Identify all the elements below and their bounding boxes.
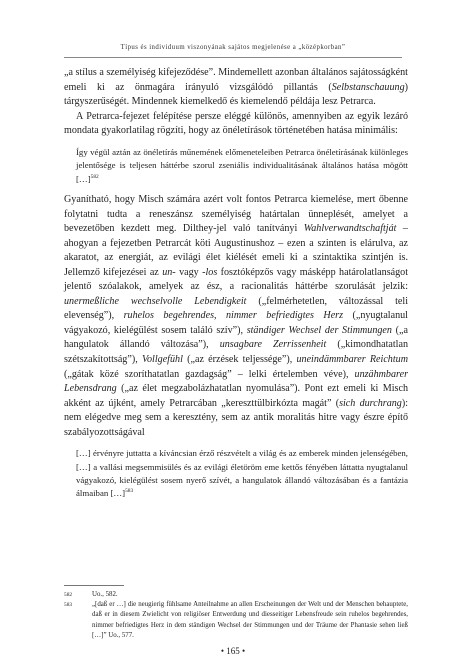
- text-run: fosztóképzős vagy másképp határolatlanságot jelentő szóalakok, amelyek az ész, a racionalitás háttérbe szorulását jelzik:: [64, 266, 409, 293]
- text-run: („nyugtalanul vágyakozó, kielégülést sosem találó szív”),: [64, 310, 408, 336]
- footnote: [64, 600, 408, 641]
- text-run: […] érvényre juttatta a kíváncsian érző részvételt a világ és az emberek minden jelenségében, […] a vallási megsemmisülés és az evilági életöröm eme kettős fényében láttatta nyugtalanul vágyakozó, kielégülést sosem nyerő szívét, a hangulatok állandó változásában és a fantázia álmaiban […]: [76, 448, 408, 499]
- page-number: • 165 •: [220, 646, 246, 656]
- italic-term: -los: [202, 266, 218, 278]
- text-run: („gátak közé szoríthatatlan gazdagság” – lelki értelemben véve),: [64, 368, 355, 380]
- body-paragraph: [64, 193, 408, 440]
- footnote: [64, 590, 408, 600]
- footnote-number: 583: [64, 602, 73, 609]
- italic-term: ruhelos begehrendes, nimmer befriedigtes Herz: [123, 310, 344, 322]
- footnote-text: „[daß er …] die neugierig fühlsame Anteilnahme an allen Erscheinungen der Welt und der Menschen behauptete, daß er in diesem Zwielicht von religiöser Entwerdung und diesseitiger Lebensfreude sein ruhelos begehrendes, nimmer befriedigtes Herz in dem ständigen Wechsel der Stimmungen und der Träume der Phantasie sehen ließ […]” Uo., 577.: [92, 601, 408, 639]
- text-run: ) tárgyszerűségét. Mindennek kiemelkedő és kiemelendő példája lesz Petrarca.: [64, 81, 408, 108]
- italic-term: un-: [162, 266, 176, 278]
- text-run: Így végül aztán az önéletírás műnemének előmeneteleiben Petrarca önéletírásának különleges jelentősége is teljesen háttérbe szorul zseniális individualitásának általános hatása mögött […]: [76, 146, 408, 184]
- footnote-number: 582: [64, 592, 73, 598]
- text-run: ): nem elégedve meg sem a keresztény, sem az antik moralitás hitre vagy észre építő szabályozottságával: [64, 397, 409, 438]
- text-run: A Petrarca-fejezet felépítése persze eléggé különös, amennyiben az egyik lezáró mondata gyakorlatilag rögzíti, hogy az önéletírások történetében hatása minimális:: [64, 110, 408, 137]
- main-text: [64, 66, 408, 508]
- footnotes: [64, 590, 408, 641]
- text-run: („a hangulatok állandó változása”),: [64, 324, 408, 351]
- footnote-ref: 583: [125, 488, 134, 495]
- text-run: „a stílus a személyiség kifejeződése”. Mindemellett azonban általános sajátosságként emeli ki az önmagára irányuló vizsgálódó pillantás (: [64, 67, 408, 93]
- text-run: – ahogyan a fejezetben Petrarcát köti Augustinushoz – ezen a szinten is elárulva, az akaratot, az energiát, az evilági élet kiélését emeli ki a szintaktika szintjén is. Jellemző kifejezései az: [64, 223, 408, 278]
- text-run: („az élet megzabolázhatatlan nyomulása”). Pont ezt emeli ki Misch akként az újként, amely Petrarcában „kereszttülbirkózta magát” (: [64, 383, 408, 409]
- block-quote: [76, 146, 408, 186]
- italic-term: unermeßliche wechselvolle Lebendigkeit: [64, 295, 247, 307]
- text-run: („kimondhatatlan szétszakítottság”),: [64, 339, 409, 365]
- body-paragraph: [64, 66, 408, 110]
- body-paragraph: [64, 110, 408, 139]
- text-run: („felmérhetetlen, változással teli elevenség”),: [64, 295, 408, 322]
- italic-term: Vollgefühl: [141, 353, 183, 365]
- italic-term: sich durchrang: [339, 397, 402, 409]
- footnote-text: Uo., 582.: [92, 591, 118, 598]
- footnote-ref: 582: [90, 173, 99, 180]
- text-run: vagy: [175, 266, 203, 278]
- italic-term: ständiger Wechsel der Stimmungen: [246, 324, 392, 336]
- italic-term: unsagbare Zerrissenheit: [219, 339, 327, 351]
- text-run: Gyanítható, hogy Misch számára azért volt fontos Petrarca kiemelése, mert őbenne folytatni tudta a reneszánsz személyiség határtalan ünneplését, amelyet a bevezetőben kezdett meg. Dilthey-jel való tanítványi: [64, 193, 408, 235]
- italic-term: Wahlverwandtschaftját: [303, 223, 397, 235]
- italic-term: unzähmbarer Lebensdrang: [64, 368, 408, 395]
- italic-term: uneindämmbarer Reichtum: [296, 353, 408, 365]
- italic-term: Selbstanschauung: [331, 81, 405, 93]
- footnote-rule: [64, 585, 124, 586]
- running-head: Típus és individuum viszonyának sajátos megjelenése a „középkorban”: [120, 44, 346, 51]
- block-quote: [76, 447, 408, 501]
- header-rule: [64, 57, 402, 58]
- text-run: („az érzések teljessége”),: [182, 353, 297, 365]
